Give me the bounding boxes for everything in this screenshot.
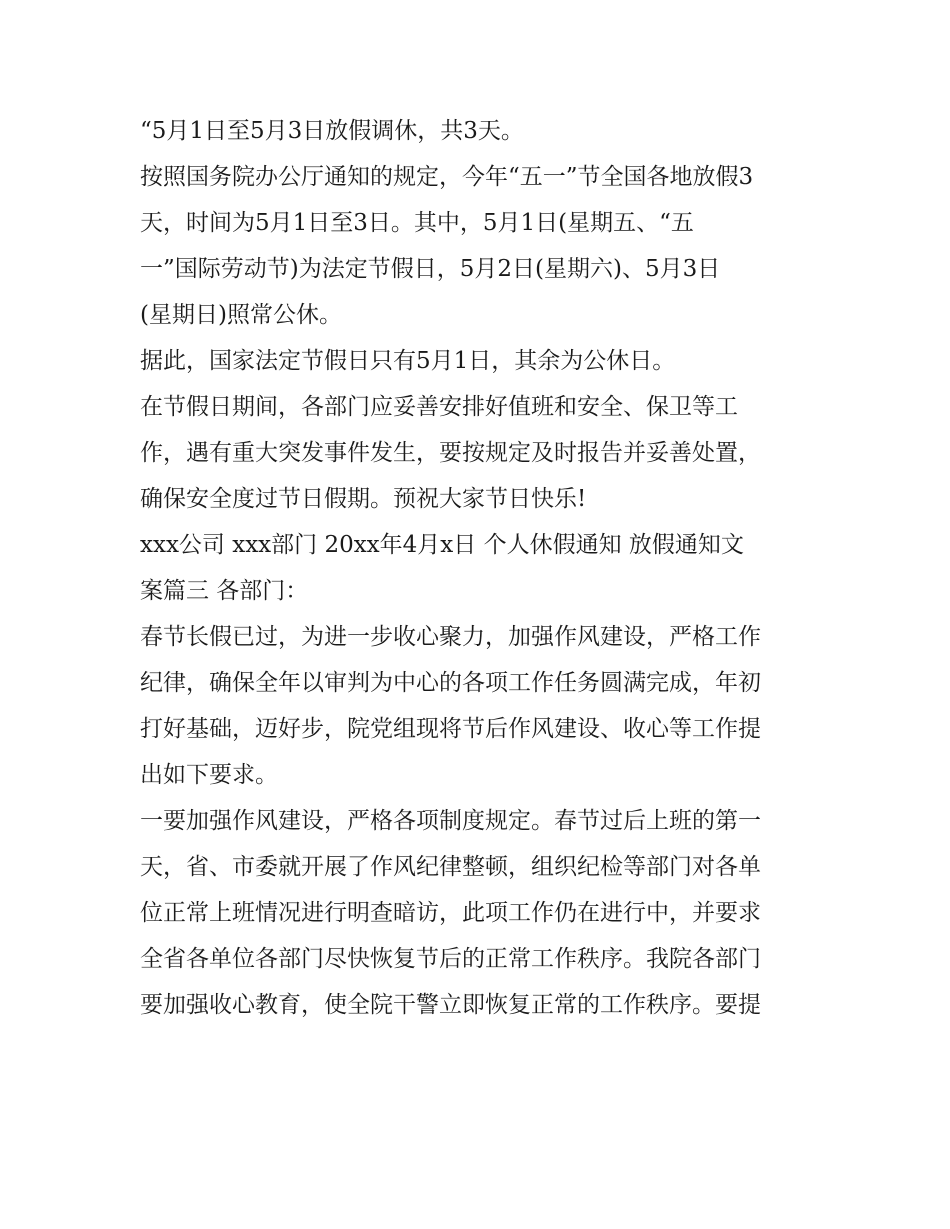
text-line: 天，时间为5月1日至3日。其中，5月1日(星期五、“五 [140,210,694,236]
text-line: 案篇三 各部门： [140,578,309,604]
text-line: “5月1日至5月3日放假调休，共3天。 [140,118,524,144]
document-body [140,108,830,1028]
text-line: 打好基础，迈好步，院党组现将节后作风建设、收心等工作提 [140,716,761,742]
text-line: 天，省、市委就开展了作风纪律整顿，组织纪检等部门对各单 [140,854,761,880]
text-line: (星期日)照常公休。 [140,302,342,328]
text-line: 纪律，确保全年以审判为中心的各项工作任务圆满完成，年初 [140,670,761,696]
text-line: 在节假日期间，各部门应妥善安排好值班和安全、保卫等工 [140,394,738,420]
text-line: 全省各单位各部门尽快恢复节后的正常工作秩序。我院各部门 [140,946,761,972]
text-line: 据此，国家法定节假日只有5月1日，其余为公休日。 [140,348,676,374]
text-line: 作，遇有重大突发事件发生，要按规定及时报告并妥善处置， [140,440,761,466]
text-line: 一”国际劳动节)为法定节假日，5月2日(星期六)、5月3日 [140,256,721,282]
text-line: 按照国务院办公厅通知的规定，今年“五一”节全国各地放假3 [140,164,754,190]
text-line: 春节长假已过，为进一步收心聚力，加强作风建设，严格工作 [140,624,761,650]
text-line: 一要加强作风建设，严格各项制度规定。春节过后上班的第一 [140,808,761,834]
text-line: 出如下要求。 [140,762,278,788]
text-line: xxx公司 xxx部门 20xx年4月x日 个人休假通知 放假通知文 [140,532,744,558]
text-line: 确保安全度过节日假期。预祝大家节日快乐! [140,486,587,512]
text-line: 位正常上班情况进行明查暗访，此项工作仍在进行中，并要求 [140,900,761,926]
text-line: 要加强收心教育，使全院干警立即恢复正常的工作秩序。要提 [140,992,761,1018]
